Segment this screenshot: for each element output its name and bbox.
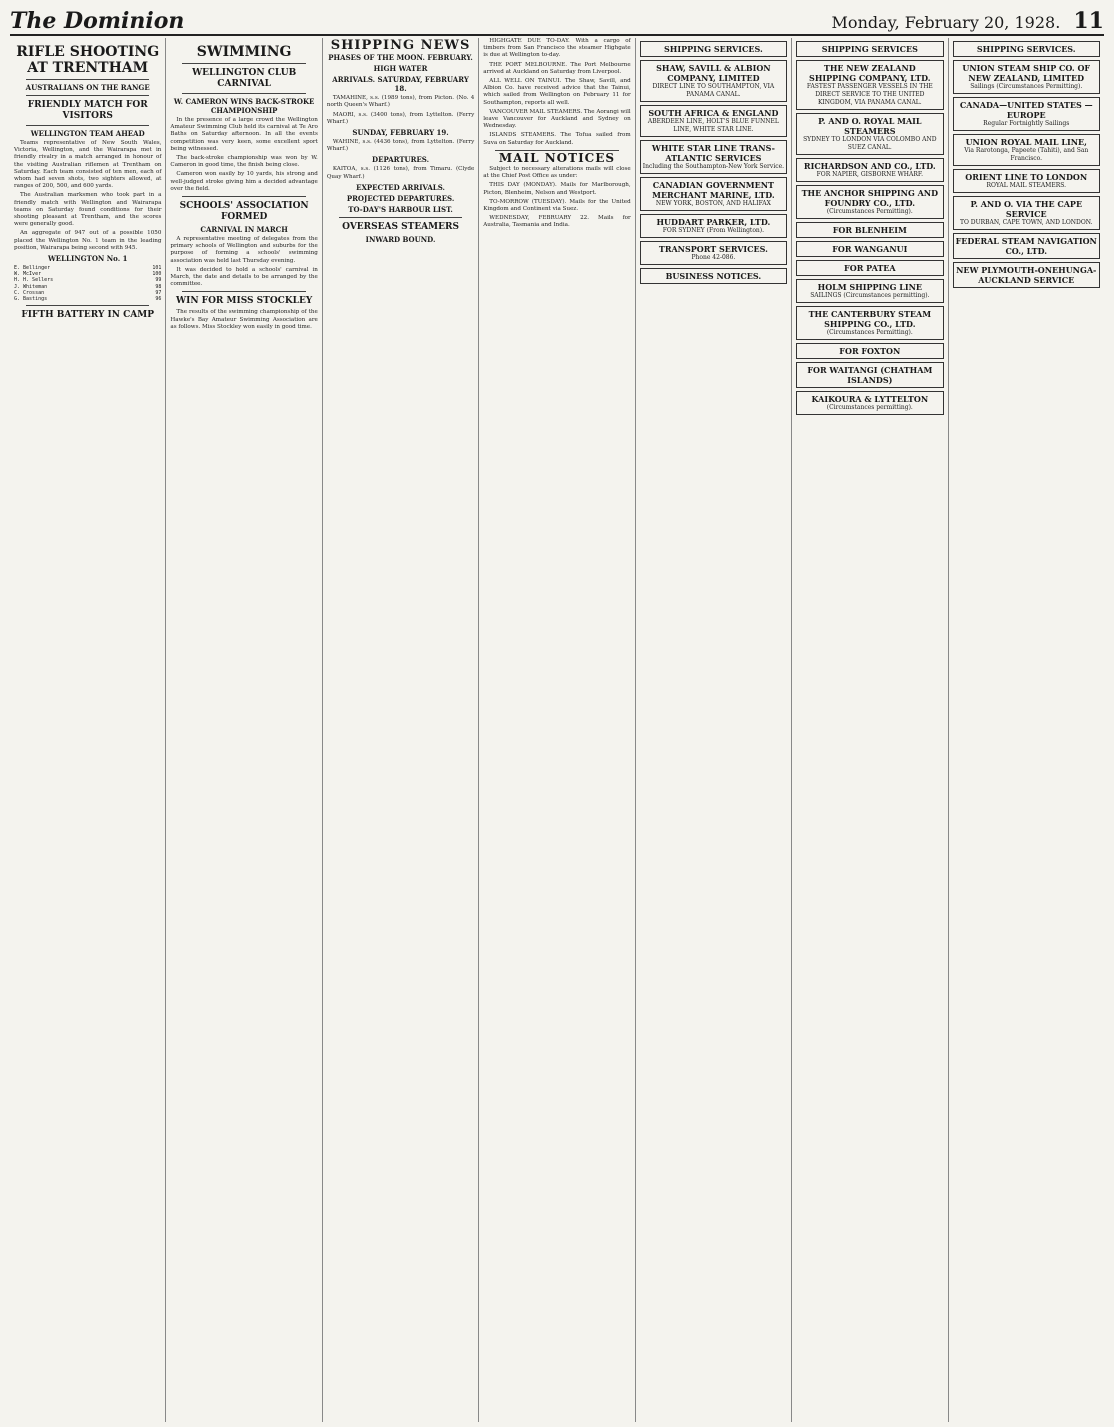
advertisement: NEW PLYMOUTH-ONEHUNGA-AUCKLAND SERVICE xyxy=(953,262,1100,288)
mail-item: THIS DAY (MONDAY). Mails for Marlborough, Picton, Blenheim, Nelson and Westport. xyxy=(483,182,631,196)
subhead: CARNIVAL IN MARCH xyxy=(200,225,288,235)
date-and-page xyxy=(832,8,1104,34)
scores-title: WELLINGTON No. 1 xyxy=(47,254,128,264)
article-paragraph: The results of the swimming championship of the Hawke's Bay Amateur Swimming Association are as follows. Miss Stockley won easily in good time. xyxy=(170,309,318,330)
divider xyxy=(182,93,305,94)
subhead: FRIENDLY MATCH FOR VISITORS xyxy=(27,100,148,121)
article-paragraph: The back-stroke championship was won by W. Cameron in good time, the finish being close. xyxy=(170,155,318,169)
score-row: C. Crossan 97 xyxy=(14,289,162,296)
advertisement: KAIKOURA & LYTTELTON (Circumstances permitting). xyxy=(796,391,943,415)
advertisement: P. AND O. ROYAL MAIL STEAMERS SYDNEY TO LONDON VIA COLOMBO AND SUEZ CANAL. xyxy=(796,113,943,155)
section-head: HIGH WATER xyxy=(373,64,428,74)
subhead: W. CAMERON WINS BACK-STROKE CHAMPIONSHIP xyxy=(173,97,315,115)
advertisement: CANADIAN GOVERNMENT MERCHANT MARINE, LTD. NEW YORK, BOSTON, AND HALIFAX xyxy=(640,177,787,211)
divider xyxy=(182,63,305,64)
headline-mail-notices: MAIL NOTICES xyxy=(498,150,616,165)
advertisement: THE NEW ZEALAND SHIPPING COMPANY, LTD. FASTEST PASSENGER VESSELS IN THE DIRECT SERVICE TO THE UNITED KINGDOM, VIA PANAMA CANAL. xyxy=(796,60,943,110)
headline-fifth-battery: FIFTH BATTERY IN CAMP xyxy=(21,310,154,321)
advertisement: SOUTH AFRICA & ENGLAND ABERDEEN LINE, HOLT'S BLUE FUNNEL LINE, WHITE STAR LINE. xyxy=(640,105,787,137)
article-paragraph: An aggregate of 947 out of a possible 1050 placed the Wellington No. 1 team in the leading position, Wairarapa being second with 945. xyxy=(14,230,162,251)
advertisement: UNION STEAM SHIP CO. OF NEW ZEALAND, LIMITED Sailings (Circumstances Permitting). xyxy=(953,60,1100,94)
article-paragraph: Teams representative of New South Wales, Victoria, Wellington, and the Wairarapa met in friendly rivalry in a match arranged in honour of the visiting Australian riflemen at Trentham on Saturday. Each team consisted of ten men, each of whom had seven shots, two sighters allowed, at ranges of 200, 500, and 600 yards. xyxy=(14,140,162,190)
article-paragraph: Cameron won easily by 10 yards, his strong and well-judged stroke giving him a decided advantage over the field. xyxy=(170,171,318,192)
advertisement: SHIPPING SERVICES. xyxy=(640,41,787,57)
masthead xyxy=(10,4,1104,36)
shipping-item: MAORI, s.s. (3400 tons), from Lyttelton. (Ferry Wharf.) xyxy=(326,111,475,125)
shipping-item: TAMAHINE, s.s. (1989 tons), from Picton. (No. 4 north Queen's Wharf.) xyxy=(326,95,475,109)
column-rifle xyxy=(10,38,166,1422)
score-table xyxy=(14,265,161,302)
subhead: WELLINGTON TEAM AHEAD xyxy=(30,129,145,138)
shipping-item: KAITOA, s.s. (1126 tons), from Timaru. (Clyde Quay Wharf.) xyxy=(326,166,475,180)
headline-swimming: SWIMMING xyxy=(196,44,292,60)
shipping-item: ALL WELL ON TAINUI. The Shaw, Savill, and Albion Co. have received advice that the Tainui, which sailed from Wellington on February 11 for Southampton, reports all well. xyxy=(483,78,631,106)
shipping-item: THE PORT MELBOURNE. The Port Melbourne arrived at Auckland on Saturday from Liverpool. xyxy=(483,61,631,75)
mail-item: TO-MORROW (TUESDAY). Mails for the United Kingdom and Continent via Suez. xyxy=(483,198,631,213)
advertisement: RICHARDSON AND CO., LTD. FOR NAPIER, GISBORNE WHARF. xyxy=(796,158,943,182)
section-head: TO-DAY'S HARBOUR LIST. xyxy=(348,204,453,214)
shipping-item: HIGHGATE DUE TO-DAY. With a cargo of timbers from San Francisco the steamer Highgate is due at Wellington to-day. xyxy=(483,38,631,59)
section-head: EXPECTED ARRIVALS. xyxy=(356,182,445,192)
shipping-item: WAHINE, s.s. (4436 tons), from Lyttelton. (Ferry Wharf.) xyxy=(326,139,475,153)
score-row: G. Bastings 96 xyxy=(14,296,162,303)
section-head: INWARD BOUND. xyxy=(365,234,436,244)
advertisement: P. AND O. VIA THE CAPE SERVICE TO DURBAN, CAPE TOWN, AND LONDON. xyxy=(953,196,1100,230)
advertisement: WHITE STAR LINE TRANS-ATLANTIC SERVICES Including the Southampton-New York Service. xyxy=(640,140,787,174)
advertisement: FEDERAL STEAM NAVIGATION CO., LTD. xyxy=(953,233,1100,259)
column-ads-2 xyxy=(792,38,948,1422)
overseas-head: OVERSEAS STEAMERS xyxy=(342,221,459,232)
divider xyxy=(26,125,149,126)
advertisement: THE CANTERBURY STEAM SHIPPING CO., LTD. (Circumstances Permitting). xyxy=(796,306,943,340)
advertisement: HUDDART PARKER, LTD. FOR SYDNEY (From Wellington). xyxy=(640,214,787,238)
page-number: 11 xyxy=(1073,8,1104,34)
divider xyxy=(182,291,305,292)
advertisement: FOR WANGANUI xyxy=(796,241,943,257)
advertisement: BUSINESS NOTICES. xyxy=(640,268,787,284)
score-row: E. Bellinger 101 xyxy=(14,265,162,272)
divider xyxy=(339,217,462,218)
section-head: ARRIVALS. SATURDAY, FEBRUARY 18. xyxy=(332,75,469,94)
subhead: AUSTRALIANS ON THE RANGE xyxy=(25,83,150,92)
shipping-item: ISLANDS STEAMERS. The Tofua sailed from Suva on Saturday for Auckland. xyxy=(483,132,631,146)
columns xyxy=(10,38,1104,1422)
advertisement: CANADA—UNITED STATES —EUROPE Regular Fortnightly Sailings xyxy=(953,97,1100,131)
divider xyxy=(182,196,305,197)
headline-rifle: RIFLE SHOOTING AT TRENTHAM xyxy=(16,44,160,76)
advertisement: UNION ROYAL MAIL LINE, Via Rarotonga, Papeete (Tahiti), and San Francisco. xyxy=(953,134,1100,166)
section-head: PROJECTED DEPARTURES. xyxy=(346,193,455,203)
section-head: SUNDAY, FEBRUARY 19. xyxy=(352,128,449,138)
paper-title: The Dominion xyxy=(10,8,185,34)
advertisement: FOR PATEA xyxy=(796,260,943,276)
column-ads-1 xyxy=(636,38,792,1422)
mail-item: Subject to necessary alterations mails will close at the Chief Post Office as under: xyxy=(483,166,631,180)
subhead: WELLINGTON CLUB CARNIVAL xyxy=(192,68,297,89)
column-ads-3 xyxy=(949,38,1104,1422)
advertisement: HOLM SHIPPING LINE SAILINGS (Circumstances permitting). xyxy=(796,279,943,303)
advertisement: ORIENT LINE TO LONDON ROYAL MAIL STEAMERS. xyxy=(953,169,1100,193)
advertisement: SHIPPING SERVICES xyxy=(796,41,943,57)
advertisement: FOR WAITANGI (CHATHAM ISLANDS) xyxy=(796,362,943,388)
column-swimming xyxy=(166,38,322,1422)
divider xyxy=(26,79,149,80)
article-paragraph: The Australian marksmen who took part in a friendly match with Wellington and Wairarapa teams on Saturday found conditions for their shooting pleasant at Trentham, and the scores were generally good. xyxy=(14,192,162,228)
column-shipping-news xyxy=(323,38,479,1422)
score-row: W. McIver 100 xyxy=(14,271,162,278)
advertisement: SHIPPING SERVICES. xyxy=(953,41,1100,57)
mail-item: WEDNESDAY, FEBRUARY 22. Mails for Australia, Tasmania and India. xyxy=(483,215,631,229)
moon-phases: PHASES OF THE MOON. FEBRUARY. xyxy=(328,53,473,63)
headline-stockley: WIN FOR MISS STOCKLEY xyxy=(176,296,313,307)
score-row: J. Whiteman 98 xyxy=(14,283,162,290)
section-head: DEPARTURES. xyxy=(372,155,430,165)
divider xyxy=(26,95,149,96)
article-paragraph: It was decided to hold a schools' carnival in March, the date and details to be arranged by the committee. xyxy=(170,266,318,288)
shipping-item: VANCOUVER MAIL STEAMERS. The Aorangi will leave Vancouver for Auckland and Sydney on Wednesday. xyxy=(483,108,631,130)
advertisement: THE ANCHOR SHIPPING AND FOUNDRY CO., LTD. (Circumstances Permitting). xyxy=(796,185,943,219)
advertisement: FOR BLENHEIM xyxy=(796,222,943,238)
advertisement: TRANSPORT SERVICES. Phone 42-086. xyxy=(640,241,787,265)
issue-date: Monday, February 20, 1928. xyxy=(831,13,1061,32)
headline-schools: SCHOOLS' ASSOCIATION FORMED xyxy=(179,201,309,223)
divider xyxy=(26,305,149,306)
advertisement: FOR FOXTON xyxy=(796,343,943,359)
score-row: H. H. Sellers 99 xyxy=(14,277,162,284)
article-paragraph: A representative meeting of delegates from the primary schools of Wellington and suburbs for the purpose of forming a schools' swimming association was held last Thursday evening. xyxy=(170,236,318,264)
headline-shipping-news: SHIPPING NEWS xyxy=(330,38,471,53)
column-shipping-continued xyxy=(479,38,635,1422)
article-paragraph: In the presence of a large crowd the Wellington Amateur Swimming Club held its carnival at Te Aro Baths on Saturday afternoon. In all the events competition was very keen, some excellent sport being witnessed. xyxy=(170,117,318,152)
advertisement: SHAW, SAVILL & ALBION COMPANY, LIMITED DIRECT LINE TO SOUTHAMPTON, VIA PANAMA CANAL. xyxy=(640,60,787,102)
